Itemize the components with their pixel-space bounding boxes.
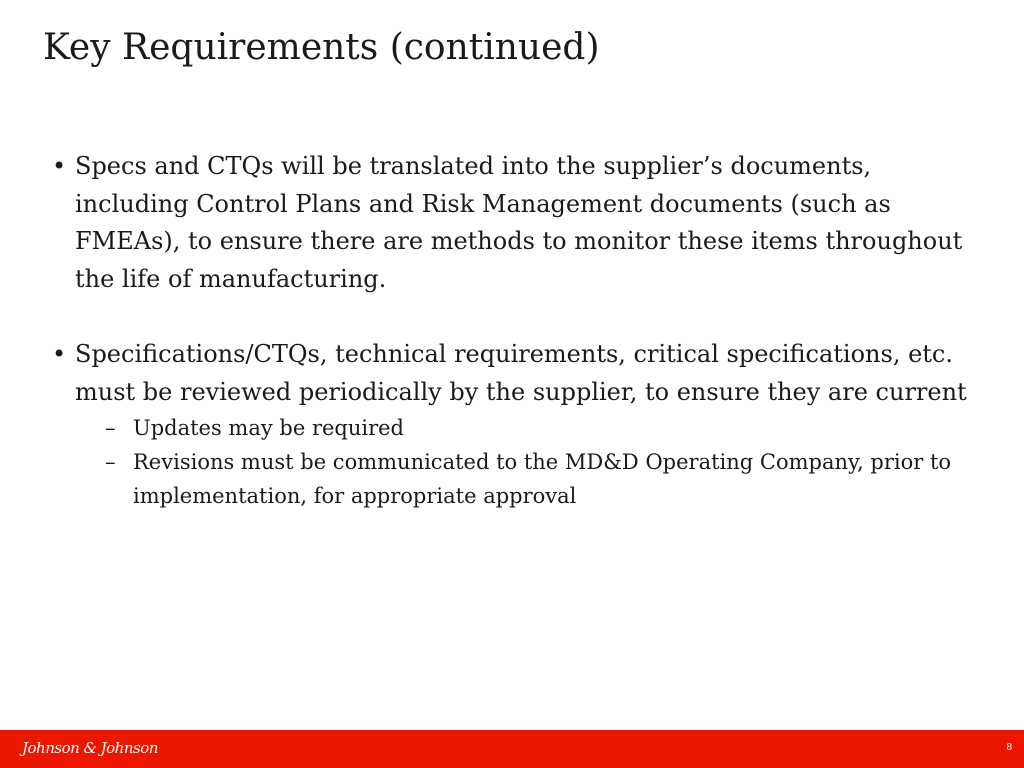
bullet-text: Specifications/CTQs, technical requirements, critical specifications, etc. must be reviewed periodically by the supplier, to ensure they are current — [75, 340, 967, 406]
sub-bullet-list — [75, 411, 978, 513]
footer-bar — [0, 730, 1024, 768]
slide-body — [48, 148, 978, 551]
sub-bullet-item: – Revisions must be communicated to the MD&D Operating Company, prior to implementation, for appropriate approval — [75, 445, 978, 513]
sub-bullet-item: – Updates may be required — [75, 411, 978, 445]
slide-title: Key Requirements (continued) — [43, 27, 600, 68]
bullet-list — [48, 148, 978, 513]
bullet-item — [48, 336, 978, 513]
bullet-text: Specs and CTQs will be translated into the supplier’s documents, including Control Plans and Risk Management documents (such as FMEAs), to ensure there are methods to monitor these items throughout the life of manufacturing. — [75, 152, 963, 293]
page-number: 8 — [1006, 742, 1012, 753]
company-logo: Johnson & Johnson — [22, 739, 158, 757]
bullet-item — [48, 148, 978, 298]
